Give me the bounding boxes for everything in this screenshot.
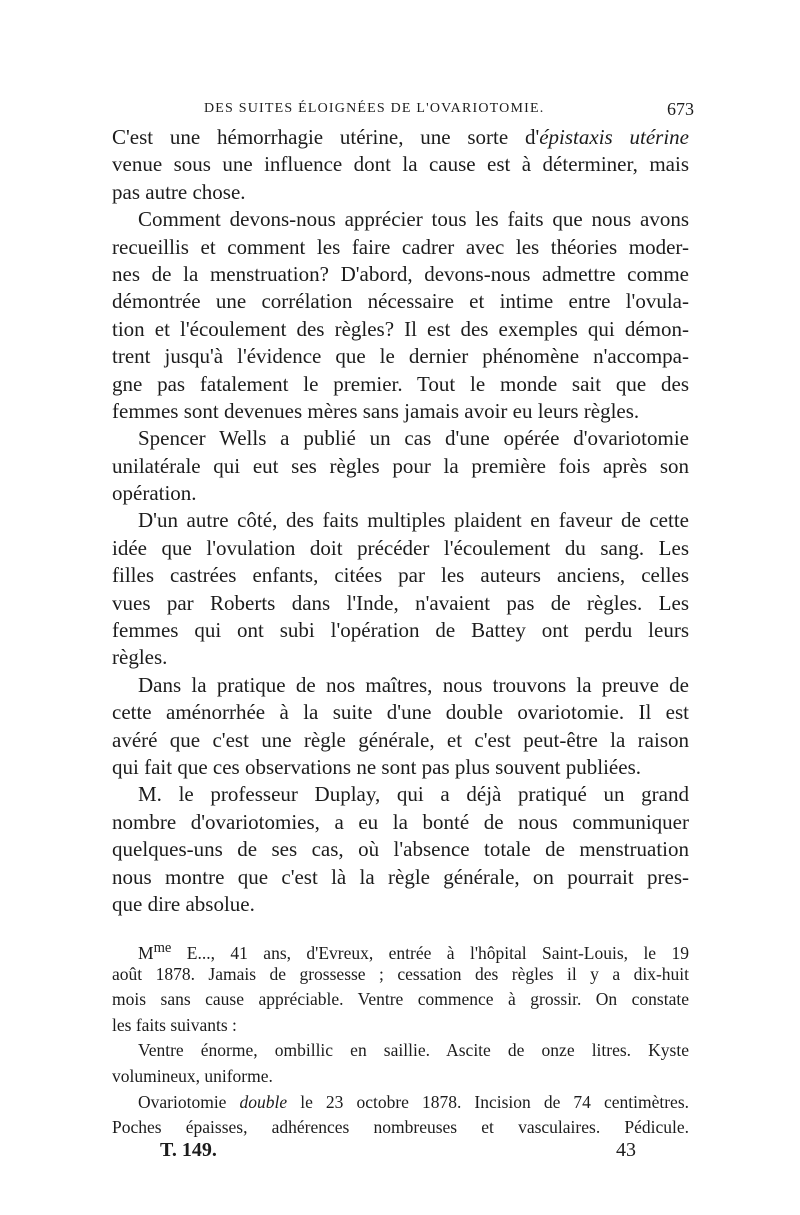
text-line: gne pas fatalement le premier. Tout le monde sait que des (112, 371, 689, 396)
text-line: idée que l'ovulation doit précéder l'écoulement du sang. Les (112, 535, 689, 560)
text-line: M. le professeur Duplay, qui a déjà pratiqué un grand (138, 782, 689, 807)
text-line: opération. (112, 481, 197, 506)
text-line: recueillis et comment les faire cadrer avec les théories moder- (112, 234, 689, 259)
case-line: Ovariotomie double le 23 octobre 1878. Incision de 74 centimètres. (138, 1091, 690, 1112)
body-text (112, 124, 689, 918)
text-line: vues par Roberts dans l'Inde, n'avaient pas de règles. Les (112, 590, 689, 615)
signature-mark: T. 149. (160, 1139, 217, 1161)
running-head (112, 99, 702, 123)
text-line: D'un autre côté, des faits multiples plaident en faveur de cette (138, 508, 689, 533)
text-line: qui fait que ces observations ne sont pas plus souvent publiées. (112, 754, 641, 779)
book-page (112, 0, 702, 1215)
text-line: venue sous une influence dont la cause est à déterminer, mais (112, 152, 689, 177)
page-footer (112, 1139, 702, 1167)
text-line: Dans la pratique de nos maîtres, nous trouvons la preuve de (138, 672, 689, 697)
text-line: Comment devons-nous apprécier tous les faits que nous avons (138, 207, 689, 232)
sheet-number: 43 (616, 1139, 636, 1161)
running-title: DES SUITES ÉLOIGNÉES DE L'OVARIOTOMIE. (204, 101, 545, 116)
text-line: avéré que c'est une règle générale, et c'est peut-être la raison (112, 727, 689, 752)
case-line: août 1878. Jamais de grossesse ; cessation des règles il y a dix-huit (112, 963, 689, 984)
text-line: filles castrées enfants, citées par les auteurs anciens, celles (112, 563, 689, 588)
text-line: nous montre que c'est là la règle générale, on pourrait pres- (112, 864, 689, 889)
case-line: volumineux, uniforme. (112, 1065, 273, 1086)
text-line: démontrée une corrélation nécessaire et intime entre l'ovula- (112, 289, 689, 314)
text-line: quelques-uns de ses cas, où l'absence totale de menstruation (112, 837, 689, 862)
case-report (112, 936, 689, 1141)
text-line: trent jusqu'à l'évidence que le dernier phénomène n'accompa- (112, 344, 689, 369)
case-line: mois sans cause appréciable. Ventre commence à grossir. On constate (112, 989, 689, 1010)
text-line: pas autre chose. (112, 179, 246, 204)
text-line: C'est une hémorrhagie utérine, une sorte d'épistaxis utérine (112, 125, 689, 149)
text-line: règles. (112, 645, 168, 670)
text-line: cette aménorrhée à la suite d'une double ovariotomie. Il est (112, 700, 689, 725)
text-line: nombre d'ovariotomies, a eu la bonté de nous communiquer (112, 809, 689, 834)
page-number: 673 (667, 99, 694, 119)
case-line: Poches épaisses, adhérences nombreuses et vasculaires. Pédicule. (112, 1117, 689, 1138)
text-line: Spencer Wells a publié un cas d'une opérée d'ovariotomie (138, 426, 689, 451)
case-line: les faits suivants : (112, 1014, 237, 1035)
text-line: nes de la menstruation? D'abord, devons-nous admettre comme (112, 261, 689, 286)
text-line: femmes qui ont subi l'opération de Battey ont perdu leurs (112, 618, 689, 643)
text-line: unilatérale qui eut ses règles pour la première fois après son (112, 453, 689, 478)
text-line: femmes sont devenues mères sans jamais avoir eu leurs règles. (112, 398, 640, 423)
case-line: Ventre énorme, ombillic en saillie. Ascite de onze litres. Kyste (138, 1040, 689, 1061)
text-line: tion et l'écoulement des règles? Il est des exemples qui démon- (112, 316, 689, 341)
text-line: que dire absolue. (112, 891, 255, 916)
case-line: $M^{me}$ E..., 41 ans, d'Evreux, entrée à l'hôpital Saint-Louis, le 19 (138, 940, 689, 963)
